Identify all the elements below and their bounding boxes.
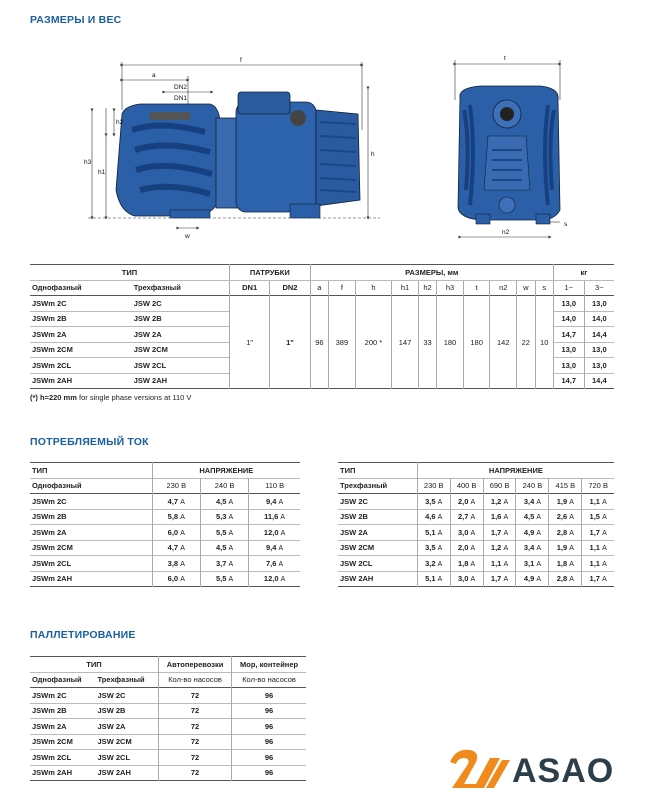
table-cell: 1,7 A [483, 571, 516, 587]
table-cell: JSW 2CM [133, 345, 168, 355]
table-cell: 240 В [516, 478, 549, 494]
table-cell: w [517, 280, 535, 296]
table-cell: 1,1 A [582, 556, 614, 572]
table-cell: s [535, 280, 553, 296]
table-cell: 13,0 [584, 296, 614, 312]
table-row [30, 494, 300, 510]
table-row [30, 688, 306, 704]
table-cell: 4,6 A [417, 509, 450, 525]
table-cell: 230 В [152, 478, 200, 494]
table-cell: JSWm 2A [32, 527, 67, 537]
pump-front-view [458, 86, 560, 224]
table-cell: JSW 2AH [97, 768, 131, 778]
table-cell: 1,9 A [549, 540, 582, 556]
label-h: h [371, 151, 375, 158]
table-cell: 2,6 A [549, 509, 582, 525]
label-w: w [185, 233, 190, 240]
logo-text: ASAO [512, 752, 615, 790]
table-row [30, 765, 306, 781]
table-cell: 2,8 A [549, 525, 582, 541]
table-cell: 96 [232, 688, 306, 704]
table-cell: JSW 2CL [340, 558, 373, 568]
table-row [30, 556, 300, 572]
table-cell: JSWm 2CL [32, 752, 72, 762]
table-cell: 72 [158, 750, 231, 766]
table-row [30, 750, 306, 766]
table-cell: 3,0 A [450, 571, 483, 587]
table-cell: 240 В [200, 478, 248, 494]
table-cell: JSWm 2C [32, 496, 67, 506]
table-cell: 1,7 A [582, 525, 614, 541]
table-cell: 142 [490, 296, 517, 389]
hdr-ports: ПАТРУБКИ [229, 265, 310, 281]
table-cell: h2 [418, 280, 436, 296]
table-cell: ТИП [340, 465, 356, 475]
table-cell: 13,0 [553, 358, 584, 374]
table-cell: JSW 2AH [133, 376, 168, 386]
table-cell: h3 [437, 280, 464, 296]
label-dn1: DN1 [174, 95, 188, 102]
table-cell: 690 В [483, 478, 516, 494]
table-cell: JSW 2C [340, 496, 368, 506]
table-cell: 72 [158, 734, 231, 750]
table-cell: 1,5 A [582, 509, 614, 525]
table-cell: 11,6 A [249, 509, 300, 525]
table-cell: 13,0 [584, 342, 614, 358]
table-row [30, 703, 306, 719]
table-cell: 14,7 [553, 327, 584, 343]
table-cell: Мор, контейнер [232, 657, 306, 673]
table-row [338, 571, 614, 587]
table-cell: JSWm 2AH [32, 574, 73, 584]
label-h1: h1 [98, 169, 106, 176]
pallet-heading: ПАЛЛЕТИРОВАНИЕ [30, 629, 136, 641]
table-cell: 1,8 A [450, 556, 483, 572]
table-cell: f [329, 280, 356, 296]
table-cell: НАПРЯЖЕНИЕ [417, 463, 614, 479]
table-cell: DN1 [229, 280, 269, 296]
table-cell: JSW 2B [97, 706, 126, 716]
hdr-kg: кг [553, 265, 614, 281]
label-dn2: DN2 [174, 84, 188, 91]
table-cell: 9,4 A [249, 494, 300, 510]
table-cell: 5,3 A [200, 509, 248, 525]
table-cell: 2,8 A [549, 571, 582, 587]
table-cell: JSWm 2C [32, 298, 67, 308]
table-cell: Кол-во насосов [158, 672, 231, 688]
table-cell: 5,1 A [417, 571, 450, 587]
table-cell: JSW 2CL [133, 360, 167, 370]
pump-dimension-drawing [40, 40, 620, 250]
dims-heading: РАЗМЕРЫ И ВЕС [30, 14, 122, 26]
pallet-table [30, 656, 306, 781]
table-cell: 13,0 [553, 296, 584, 312]
table-cell: 12,0 A [249, 571, 300, 587]
table-cell: 1,6 A [483, 509, 516, 525]
table-cell: 5,5 A [200, 571, 248, 587]
table-cell: 96 [232, 719, 306, 735]
table-cell: 400 В [450, 478, 483, 494]
table-cell: 6,0 A [152, 525, 200, 541]
label-n2: n2 [502, 229, 510, 236]
table-cell: 110 В [249, 478, 300, 494]
table-cell: 6,0 A [152, 571, 200, 587]
table-row [30, 672, 306, 688]
table-cell: JSW 2CL [97, 752, 131, 762]
table-cell: 72 [158, 703, 231, 719]
table-cell: JSW 2AH [340, 574, 374, 584]
table-cell: 3,1 A [516, 556, 549, 572]
current-single-table [30, 462, 300, 587]
table-cell: JSWm 2CM [32, 345, 73, 355]
table-cell: 415 В [549, 478, 582, 494]
table-cell: 72 [158, 765, 231, 781]
table-cell: JSWm 2B [32, 512, 67, 522]
table-row [30, 280, 614, 296]
current-heading: ПОТРЕБЛЯЕМЫЙ ТОК [30, 436, 149, 448]
table-cell: 3,5 A [417, 494, 450, 510]
table-row [338, 463, 614, 479]
table-cell: 3,4 A [516, 540, 549, 556]
table-cell: JSWm 2A [32, 721, 67, 731]
asao-logo [446, 744, 642, 796]
table-cell: JSW 2A [340, 527, 368, 537]
hdr-three: Трехфазный [133, 283, 181, 293]
table-cell: JSW 2C [133, 298, 162, 308]
table-cell: 1,1 A [582, 494, 614, 510]
table-row [30, 509, 300, 525]
table-cell: JSW 2B [133, 314, 162, 324]
table-row [30, 719, 306, 735]
table-cell: 180 [463, 296, 490, 389]
label-s: s [564, 221, 568, 228]
table-cell: 4,5 A [200, 494, 248, 510]
table-cell: 230 В [417, 478, 450, 494]
table-cell: 5,5 A [200, 525, 248, 541]
table-cell: 14,4 [584, 327, 614, 343]
table-cell: JSW 2B [340, 512, 368, 522]
table-cell: 2,0 A [450, 540, 483, 556]
table-cell: JSWm 2C [32, 690, 67, 700]
table-cell: JSWm 2CL [32, 360, 72, 370]
table-row [30, 734, 306, 750]
table-row [30, 478, 300, 494]
current-three-table [338, 462, 614, 587]
table-cell: 720 В [582, 478, 614, 494]
table-cell: n2 [490, 280, 517, 296]
table-cell: 1" [229, 296, 269, 389]
table-row [30, 296, 614, 312]
table-row [338, 540, 614, 556]
table-cell: 3,0 A [450, 525, 483, 541]
table-cell: 7,6 A [249, 556, 300, 572]
table-cell: 180 [437, 296, 464, 389]
table-cell: 72 [158, 719, 231, 735]
table-cell: 96 [232, 703, 306, 719]
table-cell: НАПРЯЖЕНИЕ [152, 463, 300, 479]
table-cell: JSWm 2AH [32, 768, 73, 778]
table-cell: Автоперевозки [158, 657, 231, 673]
table-cell: 3~ [584, 280, 614, 296]
table-cell: 1,2 A [483, 540, 516, 556]
table-cell: 4,7 A [152, 494, 200, 510]
table-cell: 10 [535, 296, 553, 389]
table-cell: 3,7 A [200, 556, 248, 572]
label-t: t [504, 55, 506, 62]
table-cell: 22 [517, 296, 535, 389]
table-row [338, 494, 614, 510]
table-cell: 13,0 [553, 342, 584, 358]
pump-side-view [116, 92, 360, 218]
table-cell: 96 [232, 734, 306, 750]
table-cell: JSWm 2CM [32, 737, 73, 747]
table-cell: 14,0 [584, 311, 614, 327]
table-cell: 147 [392, 296, 419, 389]
table-cell: 14,0 [553, 311, 584, 327]
table-cell: 1" [270, 296, 310, 389]
hdr-single: Однофазный [32, 283, 82, 293]
table-cell: 1,7 A [483, 525, 516, 541]
table-row [30, 525, 300, 541]
table-row [338, 478, 614, 494]
label-a: a [152, 72, 156, 79]
label-h2: h2 [116, 119, 124, 126]
table-row [30, 540, 300, 556]
table-cell: 4,5 A [200, 540, 248, 556]
table-cell: JSWm 2CL [32, 558, 72, 568]
table-cell: 4,7 A [152, 540, 200, 556]
table-row [30, 265, 614, 281]
table-row [338, 525, 614, 541]
table-cell: JSWm 2B [32, 314, 67, 324]
table-cell: 1,7 A [582, 571, 614, 587]
table-cell: 3,4 A [516, 494, 549, 510]
dimensions-table [30, 264, 614, 389]
table-cell: 14,4 [584, 373, 614, 389]
table-cell: ТИП [32, 465, 48, 475]
table-cell: 13,0 [584, 358, 614, 374]
table-cell: 3,2 A [417, 556, 450, 572]
table-cell: JSW 2A [133, 329, 162, 339]
table-cell: 12,0 A [249, 525, 300, 541]
table-cell: h1 [392, 280, 419, 296]
table-cell: a [310, 280, 328, 296]
table-cell: JSW 2C [97, 690, 126, 700]
table-cell: Кол-во насосов [232, 672, 306, 688]
table-cell: JSWm 2A [32, 329, 67, 339]
table-cell: 3,5 A [417, 540, 450, 556]
table-cell: 4,5 A [516, 509, 549, 525]
table-cell: 3,8 A [152, 556, 200, 572]
table-cell: 200 * [355, 296, 392, 389]
table-cell: 389 [329, 296, 356, 389]
table-cell: Однофазный [32, 675, 82, 685]
table-cell: 96 [310, 296, 328, 389]
table-cell: 1,8 A [549, 556, 582, 572]
table-cell: Трехфазный [97, 675, 145, 685]
table-cell: 96 [232, 765, 306, 781]
table-cell: 14,7 [553, 373, 584, 389]
hdr-type: ТИП [30, 265, 229, 281]
table-row [30, 463, 300, 479]
table-cell: 5,1 A [417, 525, 450, 541]
label-f: f [240, 57, 242, 64]
table-cell: Однофазный [32, 481, 82, 491]
table-cell: 1~ [553, 280, 584, 296]
table-cell: 96 [232, 750, 306, 766]
table-row [30, 657, 306, 673]
table-row [338, 556, 614, 572]
table-cell: 1,9 A [549, 494, 582, 510]
table-cell: Трехфазный [340, 481, 388, 491]
table-cell: JSW 2A [97, 721, 126, 731]
table-cell: h [355, 280, 392, 296]
dims-footnote: (*) h=220 mm for single phase versions at 110 V [30, 393, 192, 402]
table-cell: 1,1 A [483, 556, 516, 572]
table-cell: JSWm 2AH [32, 376, 73, 386]
table-cell: ТИП [86, 659, 102, 669]
table-cell: 1,2 A [483, 494, 516, 510]
table-row [338, 509, 614, 525]
table-cell: 9,4 A [249, 540, 300, 556]
table-cell: JSWm 2CM [32, 543, 73, 553]
table-cell: DN2 [270, 280, 310, 296]
table-row [30, 571, 300, 587]
hdr-sizes: РАЗМЕРЫ, мм [310, 265, 553, 281]
table-cell: 72 [158, 688, 231, 704]
table-cell: 33 [418, 296, 436, 389]
table-cell: 2,0 A [450, 494, 483, 510]
table-cell: JSW 2CM [97, 737, 132, 747]
table-cell: JSW 2CM [340, 543, 375, 553]
table-cell: t [463, 280, 490, 296]
logo-mark-icon [446, 744, 516, 796]
table-cell: 1,1 A [582, 540, 614, 556]
table-cell: 4,9 A [516, 571, 549, 587]
table-cell: 2,7 A [450, 509, 483, 525]
table-cell: 4,9 A [516, 525, 549, 541]
table-cell: 5,8 A [152, 509, 200, 525]
table-cell: JSWm 2B [32, 706, 67, 716]
label-h3: h3 [84, 159, 92, 166]
